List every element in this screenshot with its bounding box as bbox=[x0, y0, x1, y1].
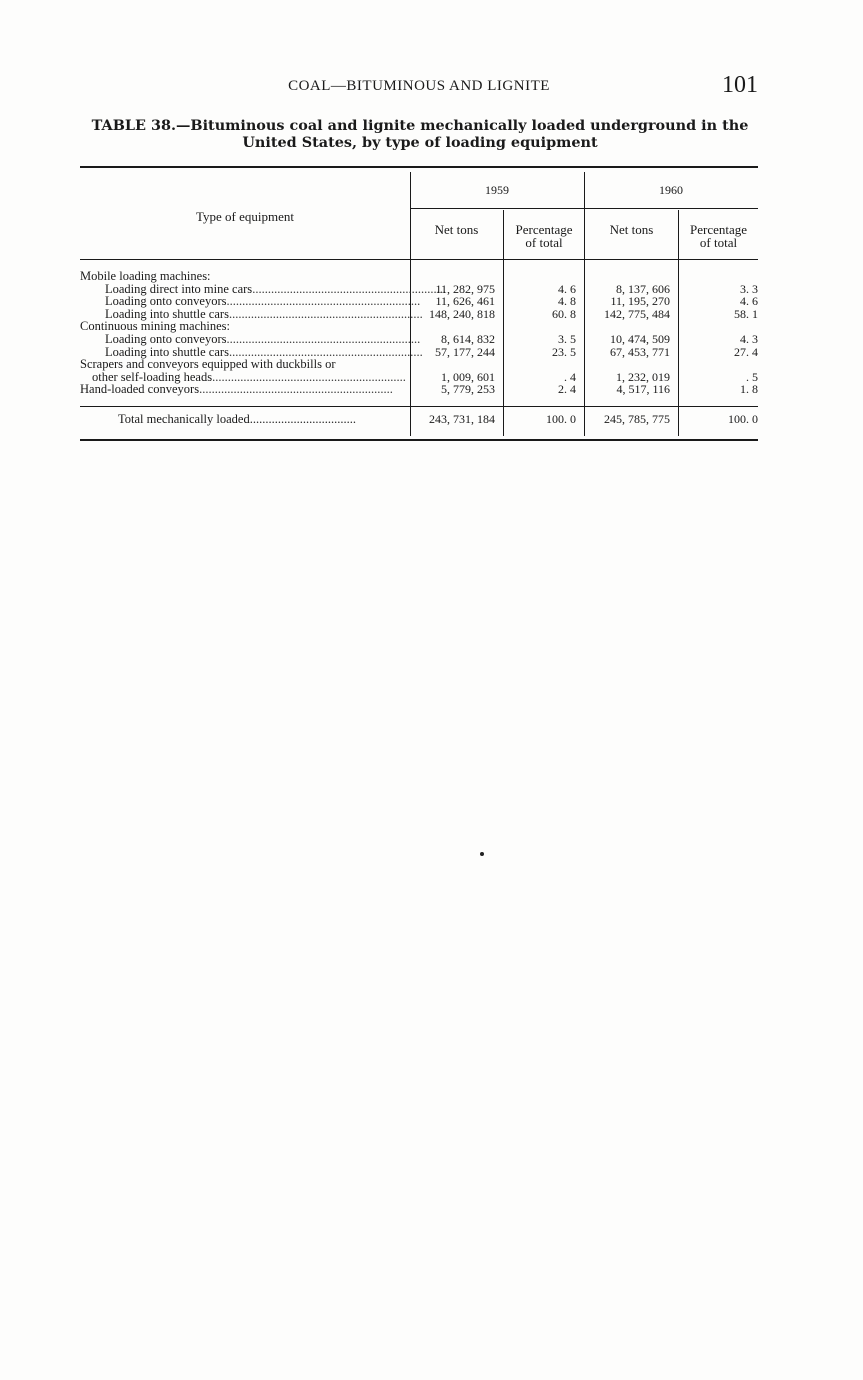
row-label: Loading into shuttle cars.............................................................. bbox=[105, 306, 423, 321]
total-cell: 100. 0 bbox=[728, 412, 758, 426]
table-bottom-rule bbox=[80, 439, 758, 441]
col-net-tons-1959: Net tons bbox=[434, 222, 479, 237]
ink-speck bbox=[480, 852, 484, 856]
row-label: Loading onto conveyors.............................................................. bbox=[105, 294, 421, 309]
col-pct-line1: Percentage bbox=[515, 222, 573, 237]
total-rule bbox=[80, 406, 758, 407]
row-cell: 23. 5 bbox=[552, 344, 576, 359]
row-cell: . 5 bbox=[746, 369, 758, 384]
row-label: Loading direct into mine cars.............................................................. bbox=[105, 281, 446, 296]
caption-line-2: United States, by type of loading equipment bbox=[242, 134, 598, 151]
row-cell: 11, 195, 270 bbox=[610, 294, 670, 309]
table-row-total bbox=[80, 412, 758, 426]
row-label: Loading onto conveyors.............................................................. bbox=[105, 332, 421, 346]
row-cell: 11, 282, 975 bbox=[435, 281, 495, 296]
total-cell: 100. 0 bbox=[546, 412, 576, 426]
table-caption bbox=[80, 117, 760, 151]
col-percentage-1959 bbox=[504, 223, 584, 249]
header-bottom-rule bbox=[80, 259, 758, 260]
table-row bbox=[80, 383, 758, 396]
row-cell: 3. 3 bbox=[740, 281, 758, 296]
row-cell: 4. 3 bbox=[740, 332, 758, 346]
row-cell: 4. 8 bbox=[558, 294, 576, 309]
running-head bbox=[80, 72, 758, 102]
col-pct-line1: Percentage bbox=[689, 222, 748, 237]
row-cell: 5, 779, 253 bbox=[441, 382, 495, 397]
row-label: Loading into shuttle cars.............................................................. bbox=[105, 344, 423, 359]
total-label: Total mechanically loaded.................................. bbox=[118, 412, 356, 426]
row-cell: 4. 6 bbox=[740, 294, 758, 309]
col-net-tons-1960: Net tons bbox=[609, 222, 654, 237]
year-1959: 1959 bbox=[485, 183, 509, 197]
total-cell: 243, 731, 184 bbox=[429, 412, 495, 426]
row-cell: 57, 177, 244 bbox=[435, 344, 495, 359]
year-1960: 1960 bbox=[659, 183, 683, 197]
row-cell: 67, 453, 771 bbox=[610, 344, 670, 359]
total-cell: 245, 785, 775 bbox=[604, 412, 670, 426]
row-cell: 58. 1 bbox=[734, 306, 758, 321]
row-cell: . 4 bbox=[564, 369, 576, 384]
data-table bbox=[80, 166, 758, 426]
caption-line-1: TABLE 38.—Bituminous coal and lignite mechanically loaded underground in the bbox=[91, 117, 749, 134]
table-header bbox=[80, 168, 758, 260]
row-cell: 4, 517, 116 bbox=[616, 382, 670, 397]
col-percentage-1960 bbox=[679, 223, 758, 249]
row-cell: 3. 5 bbox=[558, 332, 576, 346]
row-label: Scrapers and conveyors equipped with duckbills or bbox=[80, 357, 336, 372]
row-cell: 60. 8 bbox=[552, 306, 576, 321]
row-cell: 142, 775, 484 bbox=[604, 306, 670, 321]
row-cell: 8, 137, 606 bbox=[616, 281, 670, 296]
row-cell: 8, 614, 832 bbox=[441, 332, 495, 346]
col-pct-line2: of total bbox=[699, 235, 738, 250]
row-cell: 27. 4 bbox=[734, 344, 758, 359]
row-cell: 1, 232, 019 bbox=[616, 369, 670, 384]
running-title: COAL—BITUMINOUS AND LIGNITE bbox=[288, 78, 550, 94]
row-cell: 148, 240, 818 bbox=[429, 306, 495, 321]
row-label: other self-loading heads.............................................................. bbox=[92, 369, 406, 384]
row-cell: 11, 626, 461 bbox=[435, 294, 495, 309]
stub-header: Type of equipment bbox=[195, 209, 294, 224]
row-cell: 1, 009, 601 bbox=[441, 369, 495, 384]
row-label: Continuous mining machines: bbox=[80, 319, 230, 334]
col-pct-line2: of total bbox=[525, 235, 563, 250]
year-underline bbox=[410, 208, 758, 209]
row-cell: 4. 6 bbox=[558, 281, 576, 296]
row-cell: 10, 474, 509 bbox=[610, 332, 670, 346]
row-cell: 1. 8 bbox=[740, 382, 758, 397]
row-label: Mobile loading machines: bbox=[80, 269, 211, 283]
row-label: Hand-loaded conveyors.............................................................. bbox=[80, 382, 393, 397]
row-cell: 2. 4 bbox=[558, 382, 576, 397]
page-number: 101 bbox=[722, 72, 758, 98]
